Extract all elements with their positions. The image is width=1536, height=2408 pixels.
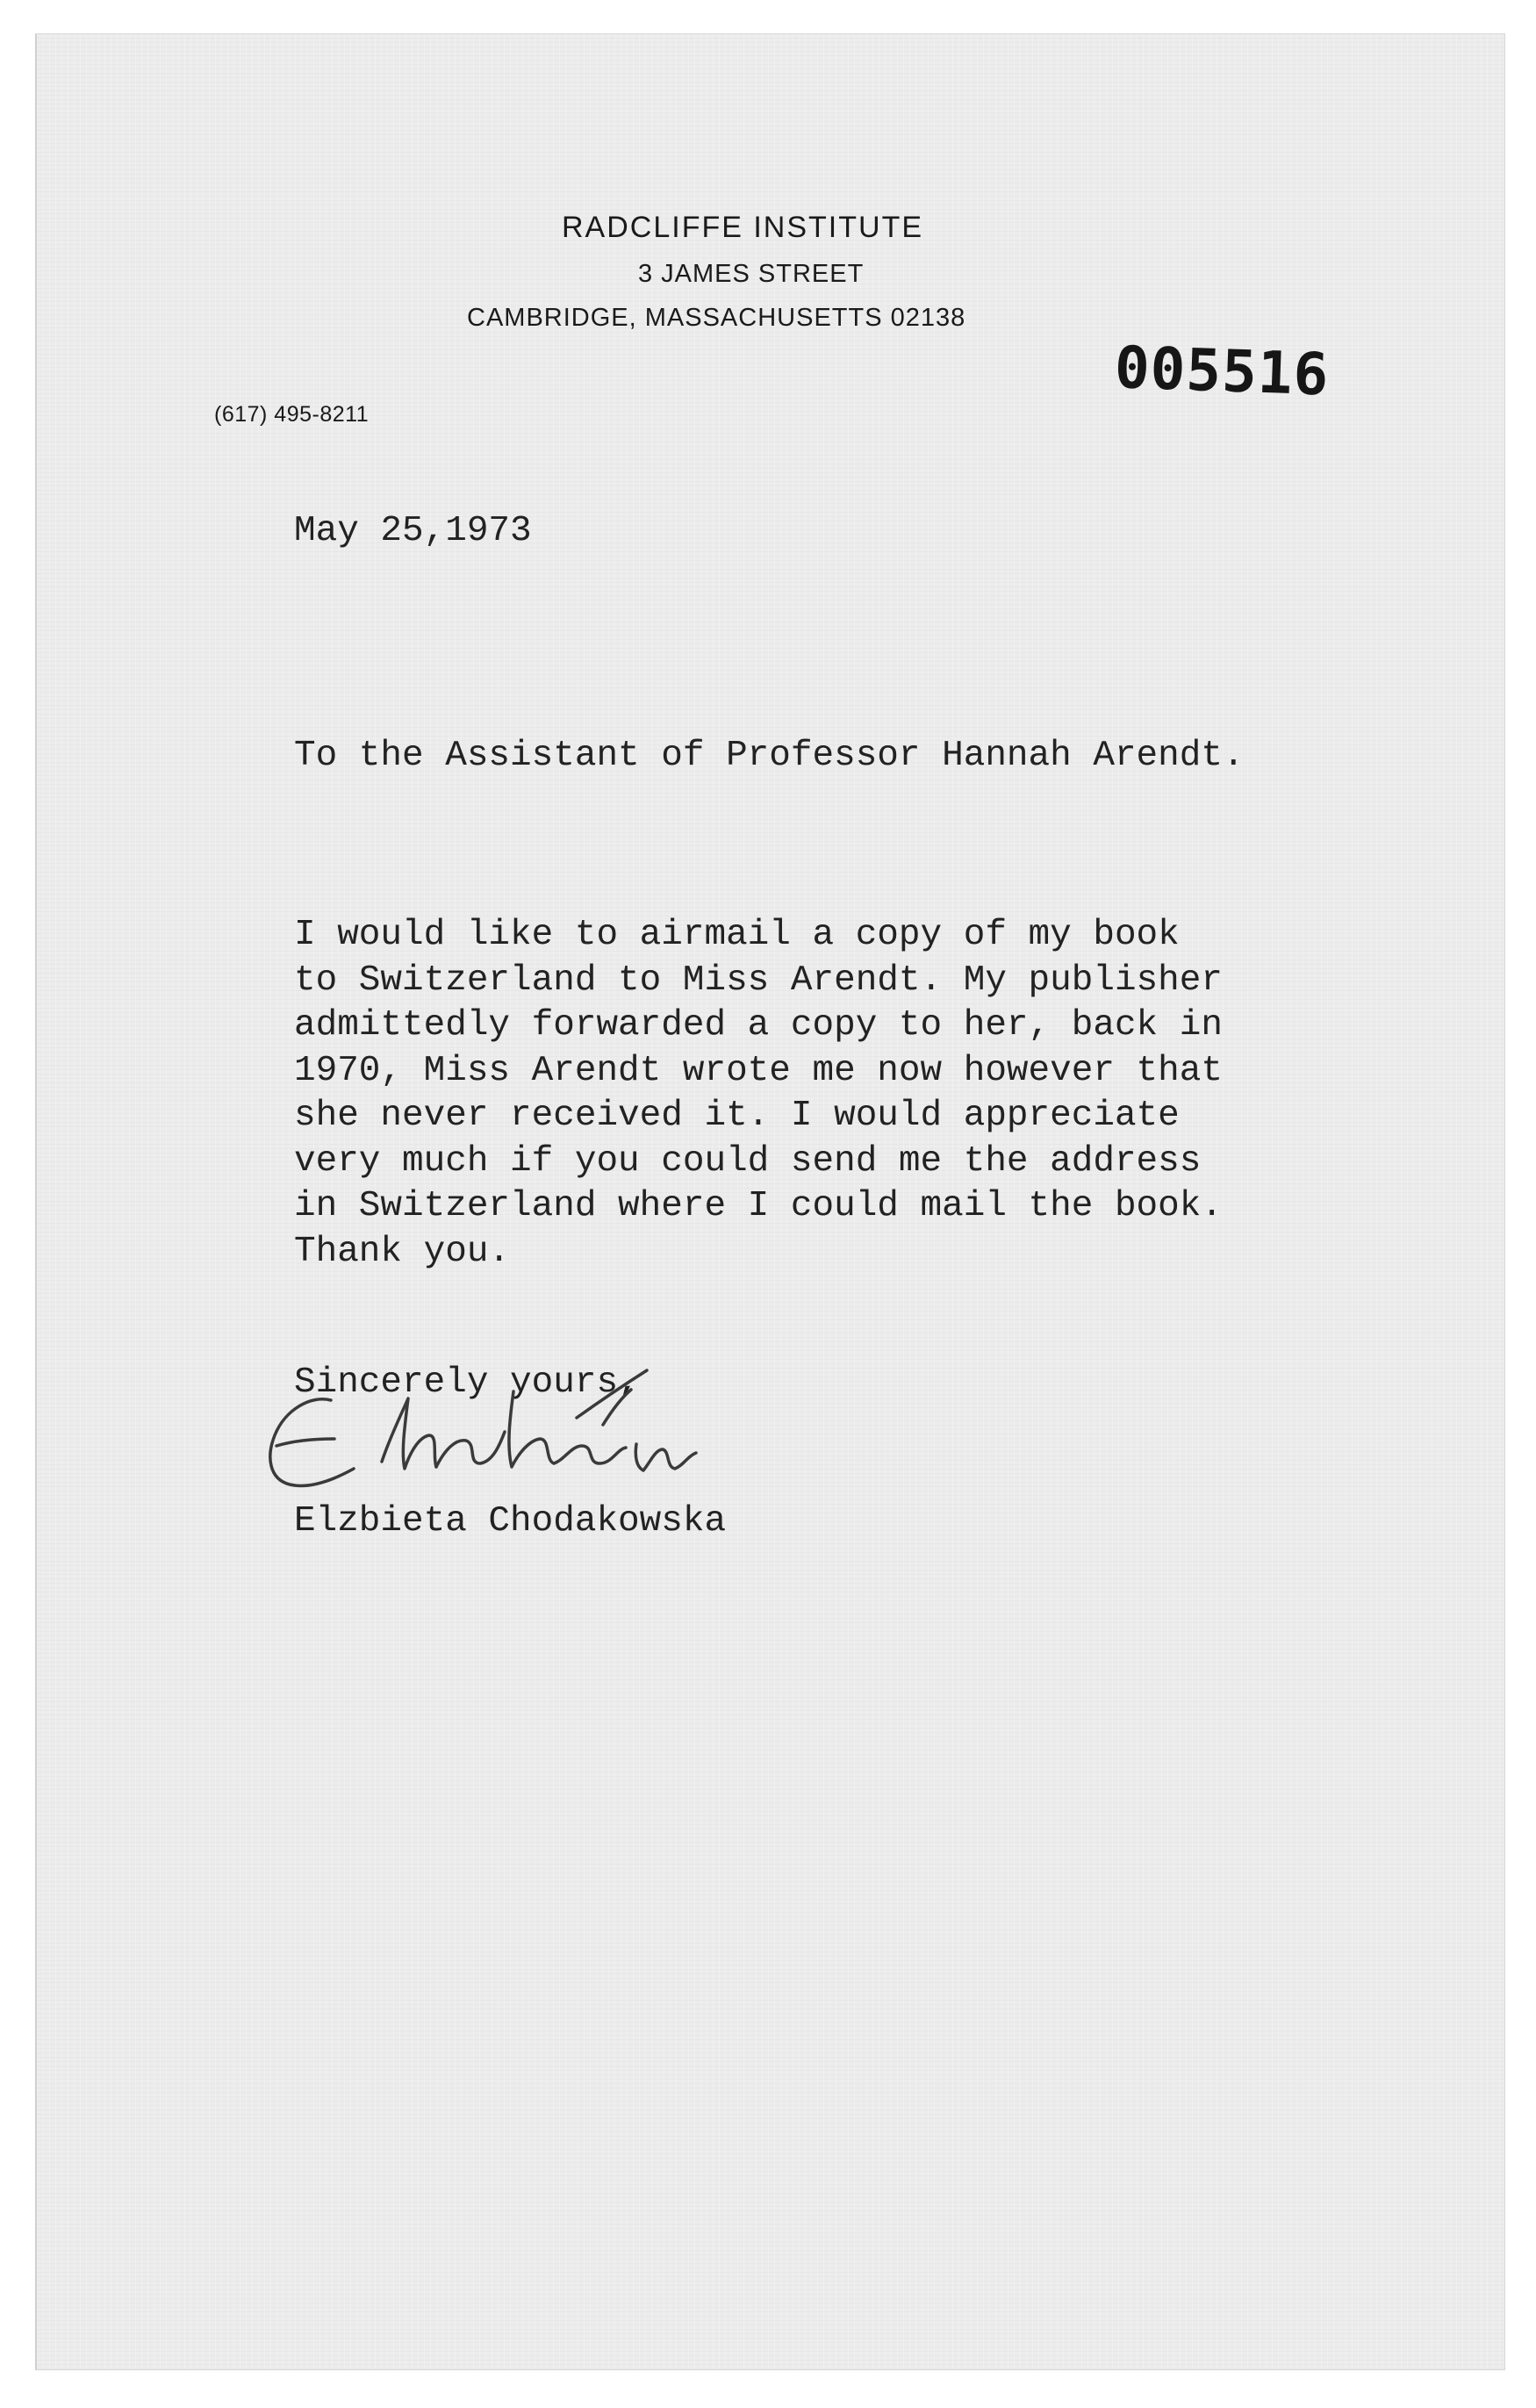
salutation: To the Assistant of Professor Hannah Arendt. (294, 736, 1245, 776)
body-line: very much if you could send me the address (294, 1140, 1202, 1182)
body-line: I would like to airmail a copy of my book (294, 915, 1180, 955)
body-line: she never received it. I would appreciate (294, 1096, 1180, 1136)
letter-body (294, 913, 1223, 1275)
body-line: to Switzerland to Miss Arendt. My publisher (294, 960, 1223, 1001)
typed-signatory-name: Elzbieta Chodakowska (294, 1501, 727, 1542)
institution-name: RADCLIFFE INSTITUTE (562, 211, 924, 244)
city-address: CAMBRIDGE, MASSACHUSETTS 02138 (467, 304, 966, 332)
street-address: 3 JAMES STREET (638, 260, 865, 288)
body-line: in Switzerland where I could mail the book. (294, 1186, 1223, 1226)
body-line: Thank you. (294, 1231, 511, 1272)
signature-icon (250, 1365, 750, 1514)
phone-number: (617) 495-8211 (214, 402, 370, 427)
closing: Sincerely yours, (294, 1362, 640, 1403)
body-line: admittedly forwarded a copy to her, back in (294, 1005, 1223, 1046)
document-number-stamp: 005516 (1113, 334, 1331, 409)
letter-date: May 25,1973 (294, 511, 532, 551)
body-line: 1970, Miss Arendt wrote me now however that (294, 1050, 1223, 1091)
